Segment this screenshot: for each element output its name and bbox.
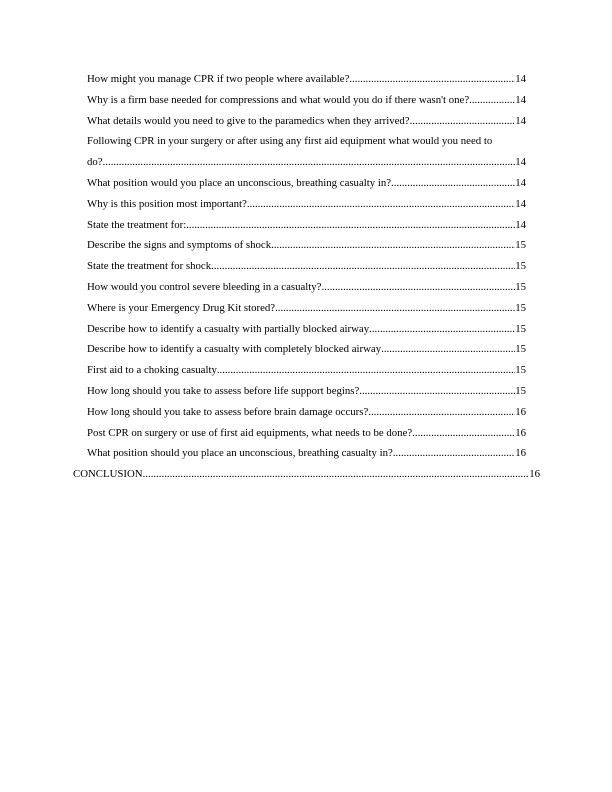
- toc-dot-leader: [410, 111, 516, 132]
- toc-dot-leader: [368, 402, 515, 423]
- toc-entry-wrapped-line2[interactable]: [0, 152, 612, 173]
- toc-dot-leader: [349, 69, 515, 90]
- toc-entry[interactable]: [0, 235, 612, 256]
- toc-page-number: 14: [515, 218, 526, 231]
- toc-page-number: 15: [515, 364, 526, 377]
- toc-entry-text: How long should you take to assess before life support begins?: [87, 384, 360, 397]
- toc-dot-leader: [143, 464, 530, 485]
- toc-page-number: 16: [515, 447, 526, 460]
- toc-entry-text: State the treatment for shock: [87, 260, 212, 273]
- toc-entry[interactable]: [0, 298, 612, 319]
- toc-dot-leader: [217, 360, 515, 381]
- toc-entry[interactable]: [0, 360, 612, 381]
- toc-entry-text: How would you control severe bleeding in a casualty?: [87, 280, 322, 293]
- toc-page-number: 14: [515, 156, 526, 169]
- toc-dot-leader: [391, 173, 515, 194]
- toc-entry-text: What position should you place an unconscious, breathing casualty in?: [87, 447, 393, 460]
- toc-entry[interactable]: [0, 173, 612, 194]
- toc-entry[interactable]: [0, 402, 612, 423]
- toc-entry-text: CONCLUSION: [73, 468, 143, 481]
- toc-entry[interactable]: [0, 256, 612, 277]
- toc-entry[interactable]: [0, 69, 612, 90]
- toc-page-number: 15: [515, 343, 526, 356]
- toc-entry[interactable]: [0, 443, 612, 464]
- toc-page-number: 16: [515, 405, 526, 418]
- toc-page-number: 14: [515, 93, 526, 106]
- toc-entry[interactable]: [0, 215, 612, 236]
- toc-entry-text: Post CPR on surgery or use of first aid equipments, what needs to be done?: [87, 426, 413, 439]
- toc-entry[interactable]: [0, 339, 612, 360]
- toc-dot-leader: [359, 381, 515, 402]
- toc-dot-leader: [103, 152, 516, 173]
- toc-dot-leader: [275, 298, 515, 319]
- toc-dot-leader: [247, 194, 515, 215]
- toc-entry[interactable]: [0, 277, 612, 298]
- toc-dot-leader: [412, 423, 515, 444]
- toc-entry-text: Describe how to identify a casualty with partially blocked airway: [87, 322, 370, 335]
- toc-entry[interactable]: [0, 381, 612, 402]
- toc-entry[interactable]: [0, 111, 612, 132]
- table-of-contents: [0, 69, 612, 485]
- toc-dot-leader: [469, 90, 515, 111]
- toc-entry-text: What position would you place an unconscious, breathing casualty in?: [87, 176, 392, 189]
- toc-entry-text: How might you manage CPR if two people where available?: [87, 73, 350, 85]
- toc-entry-text: How long should you take to assess before brain damage occurs?: [87, 405, 369, 418]
- toc-page-number: 16: [529, 468, 540, 481]
- toc-entry-wrapped-line1[interactable]: [0, 131, 612, 152]
- toc-entry-text: Where is your Emergency Drug Kit stored?: [87, 301, 276, 314]
- toc-page-number: 15: [515, 260, 526, 273]
- toc-entry-text: Following CPR in your surgery or after using any first aid equipment what would you need to: [87, 135, 493, 148]
- toc-entry-text: Why is this position most important?: [87, 197, 247, 210]
- toc-entry-text: First aid to a choking casualty: [87, 364, 217, 377]
- toc-page-number: 15: [515, 280, 526, 293]
- toc-dot-leader: [271, 235, 515, 256]
- toc-page-number: 14: [515, 73, 526, 85]
- toc-entry-text: Why is a firm base needed for compressions and what would you do if there wasn't one?: [87, 93, 470, 106]
- toc-entry[interactable]: [0, 423, 612, 444]
- toc-dot-leader: [211, 256, 515, 277]
- toc-page-number: 14: [515, 197, 526, 210]
- toc-dot-leader: [186, 215, 515, 236]
- toc-entry[interactable]: [0, 194, 612, 215]
- toc-entry[interactable]: [0, 90, 612, 111]
- toc-entry-text: State the treatment for:: [87, 218, 187, 231]
- toc-entry-text: What details would you need to give to the paramedics when they arrived?: [87, 114, 410, 127]
- toc-page-number: 15: [515, 384, 526, 397]
- toc-page-number: 15: [515, 239, 526, 252]
- toc-entry-text: do?: [87, 156, 103, 169]
- toc-dot-leader: [393, 443, 515, 464]
- toc-dot-leader: [369, 319, 515, 340]
- toc-entry-conclusion[interactable]: [0, 464, 612, 485]
- toc-dot-leader: [381, 339, 515, 360]
- toc-entry-text: Describe the signs and symptoms of shock: [87, 239, 272, 252]
- toc-entry-text: Describe how to identify a casualty with completely blocked airway: [87, 343, 382, 356]
- toc-page-number: 15: [515, 301, 526, 314]
- toc-page-number: 14: [515, 176, 526, 189]
- toc-dot-leader: [321, 277, 515, 298]
- toc-entry[interactable]: [0, 319, 612, 340]
- toc-page-number: 15: [515, 322, 526, 335]
- toc-page-number: 16: [515, 426, 526, 439]
- toc-page-number: 14: [515, 114, 526, 127]
